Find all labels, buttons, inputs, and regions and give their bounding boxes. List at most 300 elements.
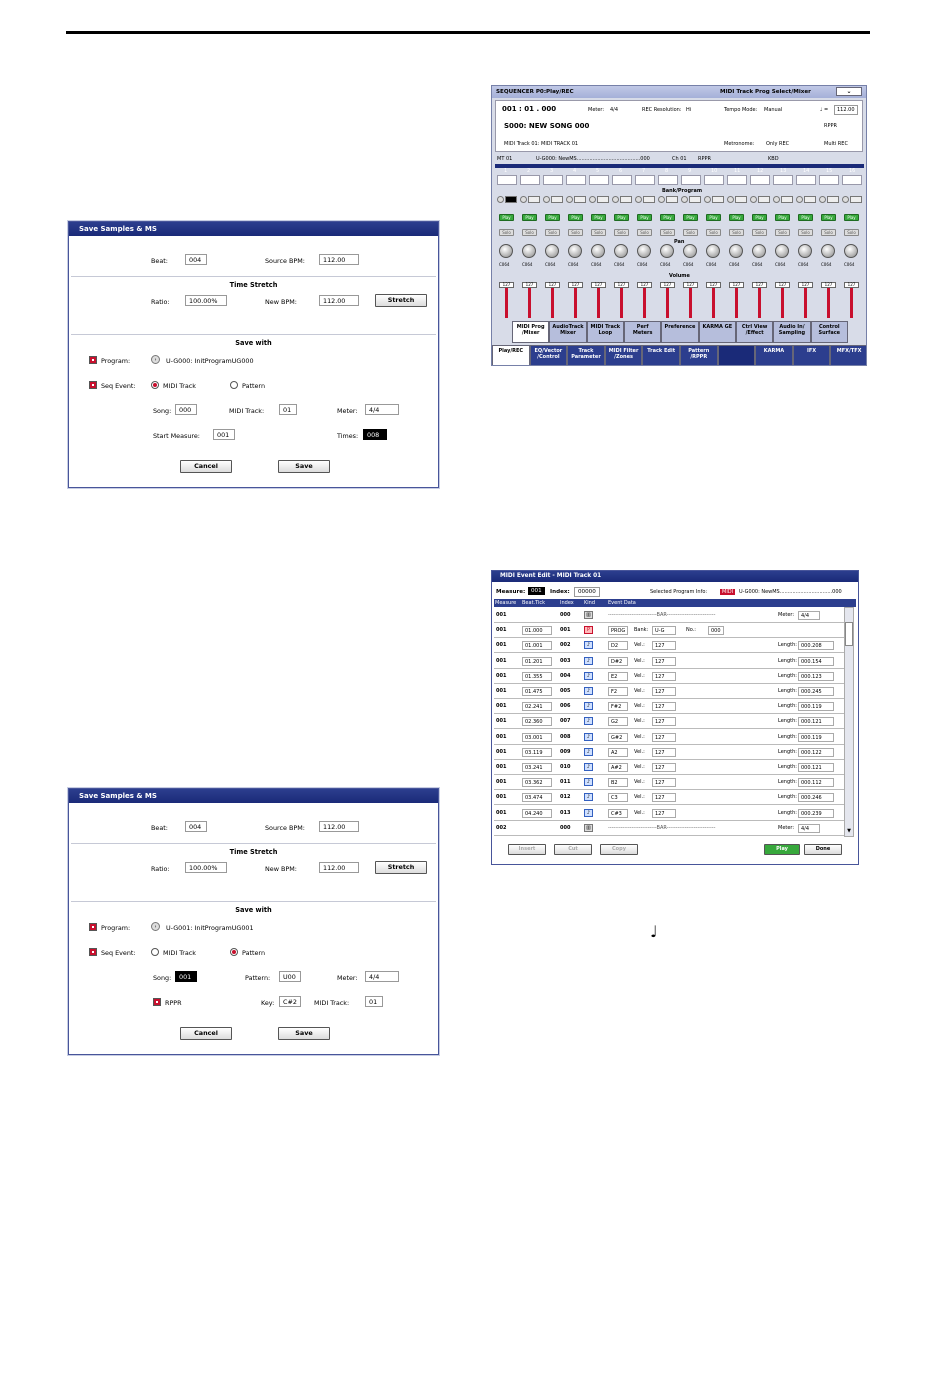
event-data-cell[interactable]: A#2 bbox=[608, 763, 628, 772]
volume-slider[interactable] bbox=[804, 288, 807, 318]
meter-cell[interactable]: 4/4 bbox=[798, 824, 820, 833]
tab-bottom[interactable]: Play/REC bbox=[492, 345, 530, 366]
event-data-cell[interactable]: G2 bbox=[608, 717, 628, 726]
param2-cell[interactable]: 000.154 bbox=[798, 657, 834, 666]
volume-slider[interactable] bbox=[505, 288, 508, 318]
program-checkbox[interactable] bbox=[89, 356, 97, 364]
program-checkbox[interactable] bbox=[89, 923, 97, 931]
beat-tick-cell[interactable]: 03.241 bbox=[522, 763, 552, 772]
play-button[interactable]: Play bbox=[660, 214, 675, 221]
scroll-down-arrow-icon[interactable]: ▼ bbox=[847, 828, 851, 834]
copy-button[interactable]: Copy bbox=[600, 844, 638, 855]
volume-slider[interactable] bbox=[574, 288, 577, 318]
play-button[interactable]: Play bbox=[752, 214, 767, 221]
pattern-radio[interactable] bbox=[230, 948, 238, 956]
param2-cell[interactable]: 000.119 bbox=[798, 702, 834, 711]
tab-bottom[interactable]: EQ/Vector /Control bbox=[530, 345, 568, 366]
program-arrow-icon[interactable] bbox=[704, 196, 711, 203]
solo-button[interactable]: Solo bbox=[499, 229, 514, 236]
tab-top[interactable]: Perf Meters bbox=[624, 321, 661, 343]
event-data-cell[interactable]: C#3 bbox=[608, 809, 628, 818]
program-arrow-icon[interactable] bbox=[681, 196, 688, 203]
volume-slider-cap[interactable]: 127 bbox=[729, 282, 744, 288]
beat-tick-cell[interactable]: 01.201 bbox=[522, 657, 552, 666]
program-arrow-icon[interactable] bbox=[497, 196, 504, 203]
beat-tick-cell[interactable]: 02.360 bbox=[522, 717, 552, 726]
volume-slider-cap[interactable]: 127 bbox=[752, 282, 767, 288]
play-button[interactable]: Play bbox=[764, 844, 800, 855]
tempo-field[interactable]: 112.00 bbox=[834, 105, 858, 115]
param2-cell[interactable]: 000.246 bbox=[798, 793, 834, 802]
solo-button[interactable]: Solo bbox=[660, 229, 675, 236]
event-data-cell[interactable]: A2 bbox=[608, 748, 628, 757]
solo-button[interactable]: Solo bbox=[844, 229, 859, 236]
beat-tick-cell[interactable]: 03.474 bbox=[522, 793, 552, 802]
pan-knob[interactable] bbox=[568, 244, 582, 258]
source-bpm-field[interactable]: 112.00 bbox=[319, 254, 359, 265]
solo-button[interactable]: Solo bbox=[798, 229, 813, 236]
program-button[interactable] bbox=[781, 196, 793, 203]
event-row[interactable] bbox=[494, 730, 844, 745]
program-button[interactable] bbox=[689, 196, 701, 203]
play-button[interactable]: Play bbox=[844, 214, 859, 221]
pattern-radio[interactable] bbox=[230, 381, 238, 389]
beat-tick-cell[interactable]: 03.001 bbox=[522, 733, 552, 742]
program-button[interactable] bbox=[551, 196, 563, 203]
prog-line: U-G000: NewMS........................................000 bbox=[536, 156, 650, 162]
channel-number: 16 bbox=[849, 168, 856, 174]
volume-slider-cap[interactable]: 127 bbox=[614, 282, 629, 288]
tab-bottom[interactable]: KARMA bbox=[755, 345, 793, 366]
seq-event-checkbox[interactable] bbox=[89, 948, 97, 956]
key-field[interactable]: C#2 bbox=[279, 996, 301, 1007]
pan-knob[interactable] bbox=[683, 244, 697, 258]
param-cell[interactable]: 127 bbox=[652, 748, 676, 757]
volume-slider-cap[interactable]: 127 bbox=[522, 282, 537, 288]
play-button[interactable]: Play bbox=[591, 214, 606, 221]
volume-slider[interactable] bbox=[643, 288, 646, 318]
beat-tick-cell[interactable]: 02.241 bbox=[522, 702, 552, 711]
ratio-field[interactable]: 100.00% bbox=[185, 862, 227, 873]
channel-slot-button[interactable] bbox=[773, 175, 793, 185]
volume-slider[interactable] bbox=[827, 288, 830, 318]
volume-slider-cap[interactable]: 127 bbox=[706, 282, 721, 288]
volume-slider[interactable] bbox=[689, 288, 692, 318]
play-button[interactable]: Play bbox=[522, 214, 537, 221]
event-row[interactable] bbox=[494, 608, 844, 623]
program-select-arrow-icon[interactable]: › bbox=[151, 355, 160, 364]
tab-top[interactable]: Preference bbox=[661, 321, 698, 343]
event-data-cell[interactable]: PROG bbox=[608, 626, 628, 635]
program-button[interactable] bbox=[804, 196, 816, 203]
event-row[interactable] bbox=[494, 623, 844, 638]
volume-slider[interactable] bbox=[666, 288, 669, 318]
volume-slider-cap[interactable]: 127 bbox=[568, 282, 583, 288]
bar-icon: ▥ bbox=[584, 824, 593, 832]
tempo-mode-value[interactable]: Manual bbox=[764, 107, 783, 113]
program-arrow-icon[interactable] bbox=[658, 196, 665, 203]
new-bpm-label: New BPM: bbox=[265, 298, 297, 306]
stretch-button[interactable]: Stretch bbox=[375, 861, 427, 874]
beat-tick-cell[interactable]: 04.240 bbox=[522, 809, 552, 818]
location[interactable]: 001 : 01 . 000 bbox=[502, 105, 557, 113]
param2-label: Length: bbox=[778, 718, 797, 725]
scroll-thumb[interactable] bbox=[845, 622, 853, 646]
param2-cell[interactable]: 000.121 bbox=[798, 717, 834, 726]
tab-top[interactable]: Ctrl View /Effect bbox=[736, 321, 773, 343]
beat-tick-cell[interactable]: 01.355 bbox=[522, 672, 552, 681]
channel-slot-button[interactable] bbox=[566, 175, 586, 185]
param2-cell[interactable]: 000.245 bbox=[798, 687, 834, 696]
channel-slot-button[interactable] bbox=[635, 175, 655, 185]
program-button[interactable] bbox=[643, 196, 655, 203]
time-stretch-title: Time Stretch bbox=[229, 848, 278, 856]
program-button[interactable] bbox=[712, 196, 724, 203]
tab-bottom[interactable]: Track Parameter bbox=[567, 345, 605, 366]
volume-slider-cap[interactable]: 127 bbox=[821, 282, 836, 288]
program-arrow-icon[interactable] bbox=[635, 196, 642, 203]
event-row[interactable] bbox=[494, 699, 844, 714]
midi-track-field[interactable]: 01 bbox=[365, 996, 383, 1007]
program-button[interactable] bbox=[620, 196, 632, 203]
pan-knob[interactable] bbox=[499, 244, 513, 258]
measure-cell: 001 bbox=[496, 703, 507, 710]
beat-tick-cell[interactable]: 03.362 bbox=[522, 778, 552, 787]
pan-value: C064 bbox=[775, 262, 786, 267]
beat-tick-cell[interactable]: 01.475 bbox=[522, 687, 552, 696]
param-cell[interactable]: 127 bbox=[652, 641, 676, 650]
channel-slot-button[interactable] bbox=[658, 175, 678, 185]
play-button[interactable]: Play bbox=[499, 214, 514, 221]
midi-track-radio[interactable] bbox=[151, 948, 159, 956]
program-button[interactable] bbox=[528, 196, 540, 203]
event-data-cell[interactable]: G#2 bbox=[608, 733, 628, 742]
solo-button[interactable]: Solo bbox=[614, 229, 629, 236]
tab-bottom[interactable]: MFX/TFX bbox=[830, 345, 867, 366]
midi-track-field[interactable]: 01 bbox=[279, 404, 297, 415]
program-button[interactable] bbox=[850, 196, 862, 203]
event-row[interactable] bbox=[494, 806, 844, 821]
solo-button[interactable]: Solo bbox=[821, 229, 836, 236]
volume-slider-cap[interactable]: 127 bbox=[798, 282, 813, 288]
pan-knob[interactable] bbox=[821, 244, 835, 258]
param-cell[interactable]: 127 bbox=[652, 793, 676, 802]
rppr-toggle[interactable]: RPPR bbox=[824, 123, 837, 129]
volume-slider[interactable] bbox=[620, 288, 623, 318]
volume-slider-cap[interactable]: 127 bbox=[545, 282, 560, 288]
param-cell[interactable]: 127 bbox=[652, 687, 676, 696]
solo-button[interactable]: Solo bbox=[522, 229, 537, 236]
program-button[interactable] bbox=[505, 196, 517, 203]
seq-event-checkbox[interactable] bbox=[89, 381, 97, 389]
new-bpm-field[interactable]: 112.00 bbox=[319, 862, 359, 873]
pattern-field[interactable]: U00 bbox=[279, 971, 301, 982]
multi-rec-toggle[interactable]: Multi REC bbox=[824, 141, 848, 147]
cancel-button[interactable]: Cancel bbox=[180, 1027, 232, 1040]
pan-value: C064 bbox=[591, 262, 602, 267]
program-arrow-icon[interactable] bbox=[543, 196, 550, 203]
event-row[interactable] bbox=[494, 638, 844, 653]
tab-bottom[interactable]: IFX bbox=[793, 345, 831, 366]
cancel-button[interactable]: Cancel bbox=[180, 460, 232, 473]
tab-top[interactable]: Audio In/ Sampling bbox=[773, 321, 810, 343]
param2-cell[interactable]: 000.239 bbox=[798, 809, 834, 818]
program-arrow-icon[interactable] bbox=[727, 196, 734, 203]
tab-top[interactable]: Control Surface bbox=[811, 321, 848, 343]
program-arrow-icon[interactable] bbox=[566, 196, 573, 203]
insert-button[interactable]: Insert bbox=[508, 844, 546, 855]
channel-slot-button[interactable] bbox=[727, 175, 747, 185]
play-button[interactable]: Play bbox=[637, 214, 652, 221]
play-button[interactable]: Play bbox=[683, 214, 698, 221]
event-row[interactable] bbox=[494, 821, 844, 836]
solo-button[interactable]: Solo bbox=[637, 229, 652, 236]
pan-knob[interactable] bbox=[729, 244, 743, 258]
event-scrollbar[interactable] bbox=[844, 607, 854, 837]
solo-button[interactable]: Solo bbox=[591, 229, 606, 236]
meter-cell[interactable]: 4/4 bbox=[798, 611, 820, 620]
rec-resolution-value[interactable]: Hi bbox=[686, 107, 692, 113]
channel-slot-button[interactable] bbox=[681, 175, 701, 185]
pan-knob[interactable] bbox=[614, 244, 628, 258]
note-icon: ♪ bbox=[584, 657, 593, 665]
solo-button[interactable]: Solo bbox=[775, 229, 790, 236]
program-button[interactable] bbox=[735, 196, 747, 203]
program-arrow-icon[interactable] bbox=[520, 196, 527, 203]
param-cell[interactable]: 127 bbox=[652, 809, 676, 818]
pan-knob[interactable] bbox=[775, 244, 789, 258]
param2-cell[interactable]: 000.122 bbox=[798, 748, 834, 757]
measure-field[interactable]: 001 bbox=[528, 587, 545, 595]
pan-knob[interactable] bbox=[522, 244, 536, 258]
channel-label: Ch 01 bbox=[672, 156, 687, 162]
event-data-cell[interactable]: D2 bbox=[608, 641, 628, 650]
param-label: Vel.: bbox=[634, 779, 645, 786]
ratio-field[interactable]: 100.00% bbox=[185, 295, 227, 306]
volume-slider[interactable] bbox=[551, 288, 554, 318]
start-measure-label: Start Measure: bbox=[153, 432, 200, 440]
index-field[interactable]: 00000 bbox=[574, 587, 600, 597]
program-arrow-icon[interactable] bbox=[589, 196, 596, 203]
pan-knob[interactable] bbox=[591, 244, 605, 258]
measure-cell: 001 bbox=[496, 688, 507, 694]
program-button[interactable] bbox=[666, 196, 678, 203]
volume-slider-cap[interactable]: 127 bbox=[591, 282, 606, 288]
program-select-arrow-icon[interactable]: › bbox=[151, 922, 160, 931]
program-arrow-icon[interactable] bbox=[612, 196, 619, 203]
beat-field[interactable]: 004 bbox=[185, 821, 207, 832]
song-field[interactable]: 000 bbox=[175, 404, 197, 415]
param2-cell[interactable]: 000.121 bbox=[798, 763, 834, 772]
play-button[interactable]: Play bbox=[729, 214, 744, 221]
param-cell[interactable]: 127 bbox=[652, 717, 676, 726]
event-data-cell[interactable]: D#2 bbox=[608, 657, 628, 666]
tab-bottom[interactable]: Track Edit bbox=[642, 345, 680, 366]
volume-slider-cap[interactable]: 127 bbox=[637, 282, 652, 288]
tab-top[interactable]: MIDI Prog /Mixer bbox=[512, 321, 549, 343]
channel-slot-button[interactable] bbox=[543, 175, 563, 185]
event-data-cell[interactable]: C3 bbox=[608, 793, 628, 802]
volume-slider-cap[interactable]: 127 bbox=[499, 282, 514, 288]
solo-button[interactable]: Solo bbox=[568, 229, 583, 236]
pan-knob[interactable] bbox=[752, 244, 766, 258]
play-button[interactable]: Play bbox=[614, 214, 629, 221]
note-icon: ♪ bbox=[584, 641, 593, 649]
play-button[interactable]: Play bbox=[821, 214, 836, 221]
beat-field[interactable]: 004 bbox=[185, 254, 207, 265]
song-select[interactable]: S000: NEW SONG 000 bbox=[504, 122, 590, 130]
channel-slot-button[interactable] bbox=[796, 175, 816, 185]
channel-slot-button[interactable] bbox=[497, 175, 517, 185]
channel-slot-button[interactable] bbox=[520, 175, 540, 185]
channel-slot-button[interactable] bbox=[612, 175, 632, 185]
midi-track-radio[interactable] bbox=[151, 381, 159, 389]
param-cell[interactable]: 127 bbox=[652, 657, 676, 666]
param-cell[interactable]: 127 bbox=[652, 702, 676, 711]
metronome-value[interactable]: Only REC bbox=[766, 141, 790, 147]
program-arrow-icon[interactable] bbox=[796, 196, 803, 203]
track-select[interactable]: MIDI Track 01: MIDI TRACK 01 bbox=[504, 141, 579, 147]
beat-tick-cell[interactable]: 03.119 bbox=[522, 748, 552, 757]
meter-field[interactable]: 4/4 bbox=[365, 971, 399, 982]
time-stretch-section bbox=[71, 276, 436, 334]
tab-bottom[interactable]: MIDI Filter /Zones bbox=[605, 345, 643, 366]
play-button[interactable]: Play bbox=[775, 214, 790, 221]
program-arrow-icon[interactable] bbox=[842, 196, 849, 203]
volume-slider[interactable] bbox=[712, 288, 715, 318]
volume-slider[interactable] bbox=[597, 288, 600, 318]
event-data-cell[interactable]: F2 bbox=[608, 687, 628, 696]
solo-button[interactable]: Solo bbox=[752, 229, 767, 236]
channel-slot-button[interactable] bbox=[589, 175, 609, 185]
volume-slider[interactable] bbox=[735, 288, 738, 318]
tab-top[interactable]: KARMA GE bbox=[699, 321, 736, 343]
pan-value: C064 bbox=[821, 262, 832, 267]
meter-field[interactable]: 4/4 bbox=[365, 404, 399, 415]
midi-track-radio-label: MIDI Track bbox=[163, 949, 196, 957]
new-bpm-field[interactable]: 112.00 bbox=[319, 295, 359, 306]
event-row[interactable] bbox=[494, 790, 844, 805]
tab-bottom[interactable] bbox=[718, 345, 756, 366]
event-row[interactable] bbox=[494, 714, 844, 729]
bar-icon: ▥ bbox=[584, 611, 593, 619]
volume-slider-cap[interactable]: 127 bbox=[844, 282, 859, 288]
channel-slot-button[interactable] bbox=[842, 175, 862, 185]
param2-cell[interactable]: 000.112 bbox=[798, 778, 834, 787]
event-row[interactable] bbox=[494, 669, 844, 684]
pan-knob[interactable] bbox=[844, 244, 858, 258]
volume-slider[interactable] bbox=[850, 288, 853, 318]
param2-cell[interactable]: 000 bbox=[708, 626, 724, 635]
solo-button[interactable]: Solo bbox=[683, 229, 698, 236]
volume-slider[interactable] bbox=[528, 288, 531, 318]
pan-knob[interactable] bbox=[660, 244, 674, 258]
solo-button[interactable]: Solo bbox=[706, 229, 721, 236]
save-button[interactable]: Save bbox=[278, 1027, 330, 1040]
solo-button[interactable]: Solo bbox=[729, 229, 744, 236]
source-bpm-field[interactable]: 112.00 bbox=[319, 821, 359, 832]
program-button[interactable] bbox=[827, 196, 839, 203]
start-measure-field[interactable]: 001 bbox=[213, 429, 235, 440]
meter-value[interactable]: 4/4 bbox=[610, 107, 619, 113]
done-button[interactable]: Done bbox=[804, 844, 842, 855]
pan-knob[interactable] bbox=[545, 244, 559, 258]
play-button[interactable]: Play bbox=[568, 214, 583, 221]
channel-slot-button[interactable] bbox=[819, 175, 839, 185]
program-arrow-icon[interactable] bbox=[773, 196, 780, 203]
page-menu-chevron-down-icon[interactable]: ⌄ bbox=[836, 87, 862, 96]
pan-value: C064 bbox=[545, 262, 556, 267]
event-row[interactable] bbox=[494, 684, 844, 699]
program-button[interactable] bbox=[758, 196, 770, 203]
channel-slot-button[interactable] bbox=[704, 175, 724, 185]
play-button[interactable]: Play bbox=[545, 214, 560, 221]
play-button[interactable]: Play bbox=[706, 214, 721, 221]
note-icon: ♪ bbox=[584, 748, 593, 756]
event-row[interactable] bbox=[494, 760, 844, 775]
program-arrow-icon[interactable] bbox=[750, 196, 757, 203]
event-data-cell[interactable]: B2 bbox=[608, 778, 628, 787]
param-cell[interactable]: 127 bbox=[652, 672, 676, 681]
note-icon: ♪ bbox=[584, 672, 593, 680]
param2-cell[interactable]: 000.208 bbox=[798, 641, 834, 650]
volume-slider-cap[interactable]: 127 bbox=[775, 282, 790, 288]
pan-knob[interactable] bbox=[706, 244, 720, 258]
play-button[interactable]: Play bbox=[798, 214, 813, 221]
volume-slider[interactable] bbox=[758, 288, 761, 318]
stretch-button[interactable]: Stretch bbox=[375, 294, 427, 307]
param2-cell[interactable]: 000.119 bbox=[798, 733, 834, 742]
cut-button[interactable]: Cut bbox=[554, 844, 592, 855]
program-value: U-G000: InitProgramUG000 bbox=[166, 357, 254, 365]
tab-top[interactable]: AudioTrack Mixer bbox=[549, 321, 586, 343]
rppr-checkbox[interactable] bbox=[153, 998, 161, 1006]
event-row[interactable] bbox=[494, 745, 844, 760]
param2-cell[interactable]: 000.123 bbox=[798, 672, 834, 681]
channel-slot-button[interactable] bbox=[750, 175, 770, 185]
param-cell[interactable]: 127 bbox=[652, 763, 676, 772]
song-field[interactable]: 001 bbox=[175, 971, 197, 982]
tab-bottom[interactable]: Pattern /RPPR bbox=[680, 345, 718, 366]
save-button[interactable]: Save bbox=[278, 460, 330, 473]
event-row[interactable] bbox=[494, 775, 844, 790]
param-cell[interactable]: U-G bbox=[652, 626, 676, 635]
pan-knob[interactable] bbox=[637, 244, 651, 258]
tab-top[interactable]: MIDI Track Loop bbox=[587, 321, 624, 343]
volume-slider-cap[interactable]: 127 bbox=[683, 282, 698, 288]
beat-tick-cell[interactable]: 01.000 bbox=[522, 626, 552, 635]
event-row[interactable] bbox=[494, 654, 844, 669]
program-button[interactable] bbox=[597, 196, 609, 203]
param2-label: Length: bbox=[778, 642, 797, 649]
param-label: Vel.: bbox=[634, 672, 645, 679]
program-button[interactable] bbox=[574, 196, 586, 203]
volume-slider-cap[interactable]: 127 bbox=[660, 282, 675, 288]
event-data-cell[interactable]: F#2 bbox=[608, 702, 628, 711]
times-field[interactable]: 008 bbox=[363, 429, 387, 440]
param-label: Vel.: bbox=[634, 642, 645, 649]
volume-slider[interactable] bbox=[781, 288, 784, 318]
solo-button[interactable]: Solo bbox=[545, 229, 560, 236]
beat-tick-cell[interactable]: 01.001 bbox=[522, 641, 552, 650]
pan-knob[interactable] bbox=[798, 244, 812, 258]
param-cell[interactable]: 127 bbox=[652, 778, 676, 787]
event-data-cell[interactable]: E2 bbox=[608, 672, 628, 681]
program-arrow-icon[interactable] bbox=[819, 196, 826, 203]
param2-label: Length: bbox=[778, 748, 797, 755]
measure-cell: 002 bbox=[496, 824, 507, 831]
param-cell[interactable]: 127 bbox=[652, 733, 676, 742]
